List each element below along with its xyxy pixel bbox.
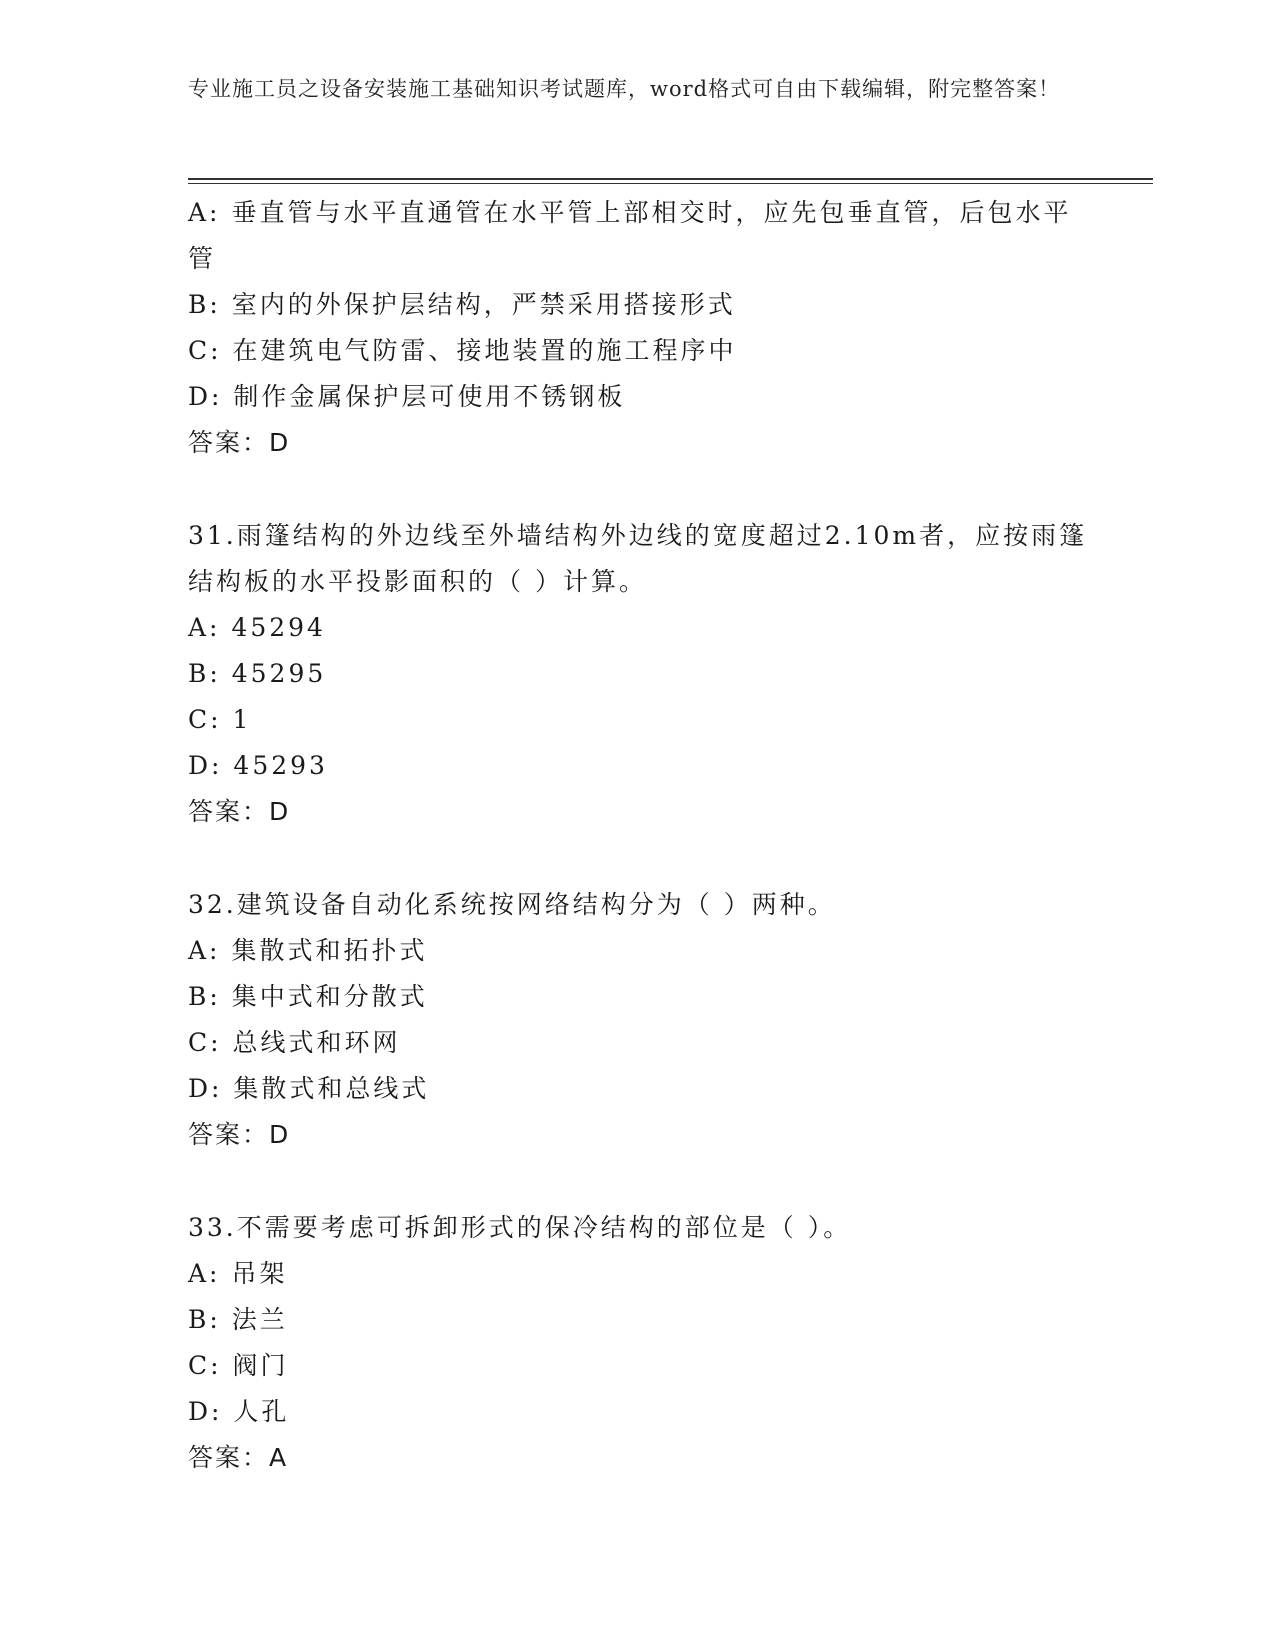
- option-text: 在建筑电气防雷、接地装置的施工程序中: [232, 336, 737, 365]
- option-b: [188, 282, 1088, 328]
- option-label: B:: [188, 290, 221, 319]
- option-label: A:: [188, 1259, 221, 1288]
- document-header: 专业施工员之设备安装施工基础知识考试题库，word格式可自由下载编辑，附完整答案！: [188, 77, 1061, 101]
- option-a: [188, 190, 1088, 282]
- option-label: C:: [188, 336, 222, 365]
- header-divider-thin: [188, 183, 1153, 184]
- option-label: C:: [188, 1351, 222, 1380]
- option-text: 室内的外保护层结构，严禁采用搭接形式: [231, 290, 736, 319]
- option-text: 1: [232, 705, 252, 734]
- option-a: [188, 1251, 1088, 1297]
- answer-line: 答案：A: [188, 1443, 289, 1472]
- option-label: A:: [188, 198, 221, 227]
- question-33: [188, 1205, 1088, 1481]
- option-label: A:: [188, 936, 221, 965]
- document-body: [188, 190, 1088, 1481]
- option-label: D:: [188, 1397, 223, 1426]
- option-label: C:: [188, 1028, 222, 1057]
- option-label: A:: [188, 613, 221, 642]
- option-text: 制作金属保护层可使用不锈钢板: [233, 382, 626, 411]
- option-label: D:: [188, 751, 223, 780]
- option-c: [188, 697, 1088, 743]
- question-stem: 31.雨篷结构的外边线至外墙结构外边线的宽度超过2.10m者，应按雨篷结构板的水平投影面积的（ ）计算。: [188, 521, 1088, 596]
- answer-line: 答案：D: [188, 428, 291, 457]
- option-text: 垂直管与水平直通管在水平管上部相交时，应先包垂直管，后包水平管: [188, 198, 1072, 273]
- previous-question-tail: [188, 190, 1088, 466]
- answer-line: 答案：D: [188, 797, 291, 826]
- option-text: 集散式和总线式: [233, 1074, 430, 1103]
- question-32: [188, 882, 1088, 1158]
- option-label: D:: [188, 382, 223, 411]
- option-label: B:: [188, 982, 221, 1011]
- option-text: 集散式和拓扑式: [231, 936, 428, 965]
- option-text: 人孔: [233, 1397, 290, 1426]
- option-text: 45294: [231, 613, 326, 642]
- option-d: [188, 374, 1088, 420]
- option-b: [188, 974, 1088, 1020]
- option-d: [188, 743, 1088, 789]
- option-c: [188, 1020, 1088, 1066]
- option-text: 法兰: [231, 1305, 288, 1334]
- question-stem: 33.不需要考虑可拆卸形式的保冷结构的部位是（ ）。: [188, 1213, 852, 1242]
- option-c: [188, 328, 1088, 374]
- answer-line: 答案：D: [188, 1120, 291, 1149]
- header-divider-thick: [188, 178, 1153, 180]
- option-label: B:: [188, 659, 221, 688]
- option-text: 总线式和环网: [232, 1028, 401, 1057]
- option-text: 集中式和分散式: [231, 982, 428, 1011]
- option-a: [188, 605, 1088, 651]
- option-text: 吊架: [231, 1259, 288, 1288]
- question-stem: 32.建筑设备自动化系统按网络结构分为（ ）两种。: [188, 890, 836, 919]
- option-c: [188, 1343, 1088, 1389]
- question-31: [188, 513, 1088, 835]
- option-a: [188, 928, 1088, 974]
- option-text: 阀门: [232, 1351, 289, 1380]
- option-label: B:: [188, 1305, 221, 1334]
- option-b: [188, 651, 1088, 697]
- option-label: D:: [188, 1074, 223, 1103]
- option-text: 45293: [233, 751, 328, 780]
- option-d: [188, 1066, 1088, 1112]
- option-label: C:: [188, 705, 222, 734]
- option-text: 45295: [231, 659, 327, 688]
- option-d: [188, 1389, 1088, 1435]
- option-b: [188, 1297, 1088, 1343]
